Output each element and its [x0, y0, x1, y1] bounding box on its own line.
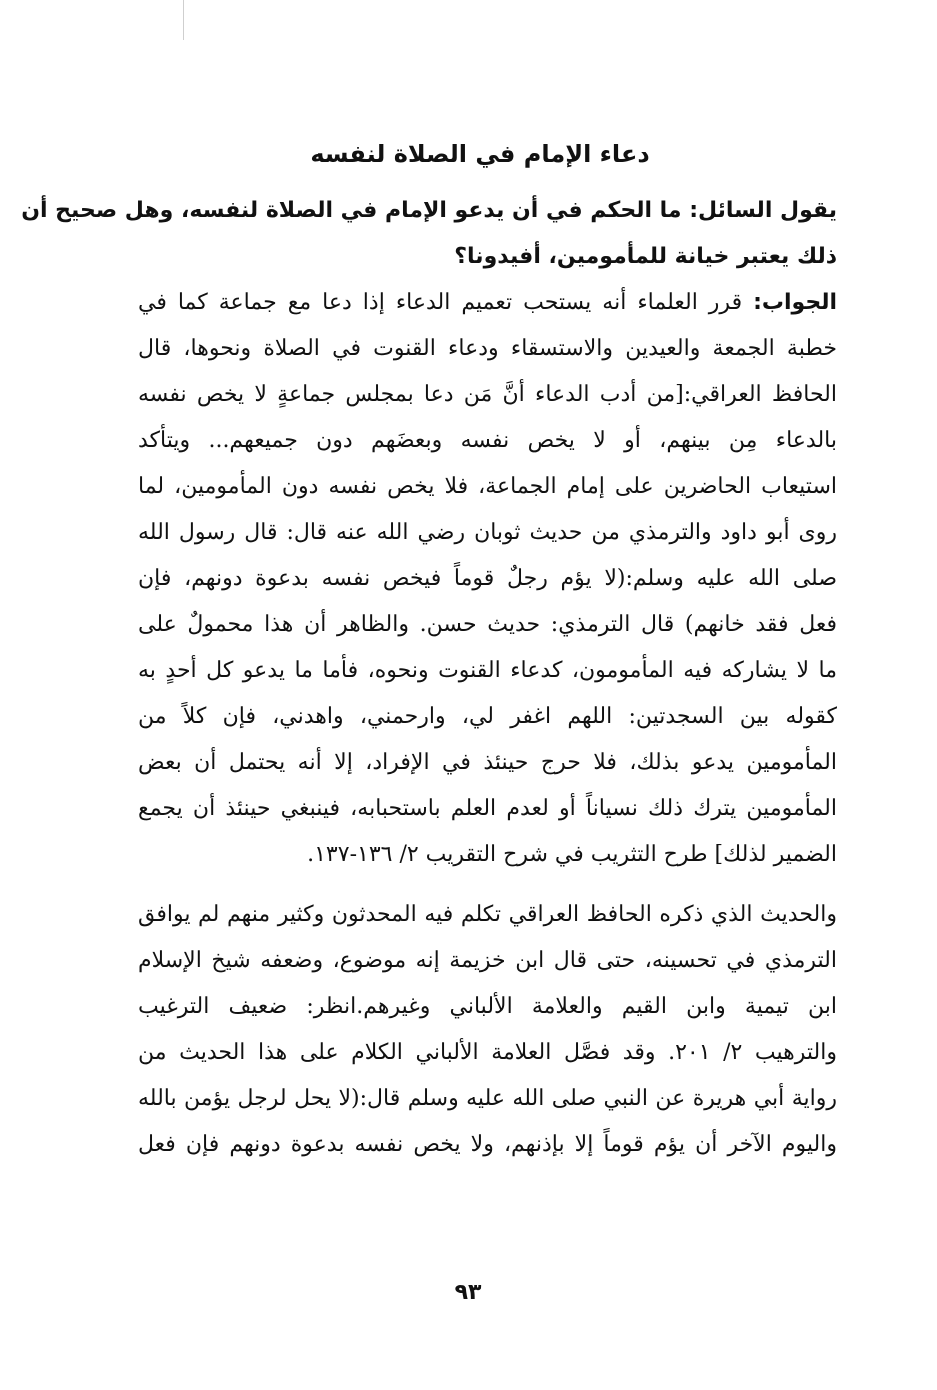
margin-mark	[183, 0, 184, 40]
answer-line: بالدعاء مِن بينهم، أو لا يخص نفسه وبعضَهم دون جميعهم... ويتأكد	[138, 428, 837, 453]
answer-line: ما لا يشاركه فيه المأمومون، كدعاء القنوت ونحوه، فأما ما يدعو كل أحدٍ به	[138, 658, 837, 683]
answer-line: صلى الله عليه وسلم:(لا يؤم رجلٌ قوماً فيخص نفسه بدعوة دونهم، فإن	[138, 566, 837, 591]
followup-line: واليوم الآخر أن يؤم قوماً إلا بإذنهم، ولا يخص نفسه بدعوة دونهم فإن فعل	[138, 1132, 837, 1157]
answer-line: خطبة الجمعة والعيدين والاستسقاء ودعاء القنوت في الصلاة ونحوها، قال	[138, 336, 837, 361]
followup-line: والترهيب ٢/ ٢٠١. وقد فصَّل العلامة الألباني الكلام على هذا الحديث من	[138, 1040, 837, 1065]
answer-line: المأمومين يترك ذلك نسياناً أو لعدم العلم باستحبابه، فينبغي حينئذ أن يجمع	[138, 796, 837, 821]
answer-line: استيعاب الحاضرين على إمام الجماعة، فلا يخص نفسه دون المأمومين، لما	[138, 474, 837, 499]
page-number: ٩٣	[454, 1280, 482, 1305]
answer-paragraph	[138, 280, 837, 878]
question-line: ذلك يعتبر خيانة للمأمومين، أفيدونا؟	[454, 244, 837, 269]
question-line: يقول السائل: ما الحكم في أن يدعو الإمام في الصلاة لنفسه، وهل صحيح أن	[21, 198, 837, 223]
followup-line: ابن تيمية وابن القيم والعلامة الألباني وغيرهم.انظر: ضعيف الترغيب	[138, 994, 837, 1019]
answer-line: كقوله بين السجدتين: اللهم اغفر لي، وارحمني، واهدني، فإن كلاً من	[138, 704, 837, 729]
answer-line: الحافظ العراقي:[من أدب الدعاء أنَّ مَن دعا بمجلس جماعةٍ لا يخص نفسه	[138, 382, 837, 407]
answer-line	[138, 280, 837, 326]
followup-line: الترمذي في تحسينه، حتى قال ابن خزيمة إنه موضوع، وضعفه شيخ الإسلام	[138, 948, 837, 973]
followup-paragraph	[138, 892, 837, 1168]
followup-line: والحديث الذي ذكره الحافظ العراقي تكلم فيه المحدثون وكثير منهم لم يوافق	[138, 902, 837, 927]
question-paragraph	[21, 188, 837, 280]
section-title: دعاء الإمام في الصلاة لنفسه	[310, 140, 650, 168]
followup-line: رواية أبي هريرة عن النبي صلى الله عليه وسلم قال:(لا يحل لرجل يؤمن بالله	[138, 1086, 837, 1111]
answer-line: روى أبو داود والترمذي من حديث ثوبان رضي الله عنه قال: قال رسول الله	[138, 520, 837, 545]
answer-label: الجواب:	[753, 290, 837, 315]
answer-line: المأمومين يدعو بذلك، فلا حرج حينئذ في الإفراد، إلا أنه يحتمل أن بعض	[138, 750, 837, 775]
answer-line: الضمير لذلك] طرح التثريب في شرح التقريب ٢/ ١٣٦-١٣٧.	[307, 842, 837, 867]
answer-line: فعل فقد خانهم) قال الترمذي: حديث حسن. والظاهر أن هذا محمولٌ على	[138, 612, 837, 637]
answer-line-text: قرر العلماء أنه يستحب تعميم الدعاء إذا دعا مع جماعة كما في	[138, 290, 754, 315]
